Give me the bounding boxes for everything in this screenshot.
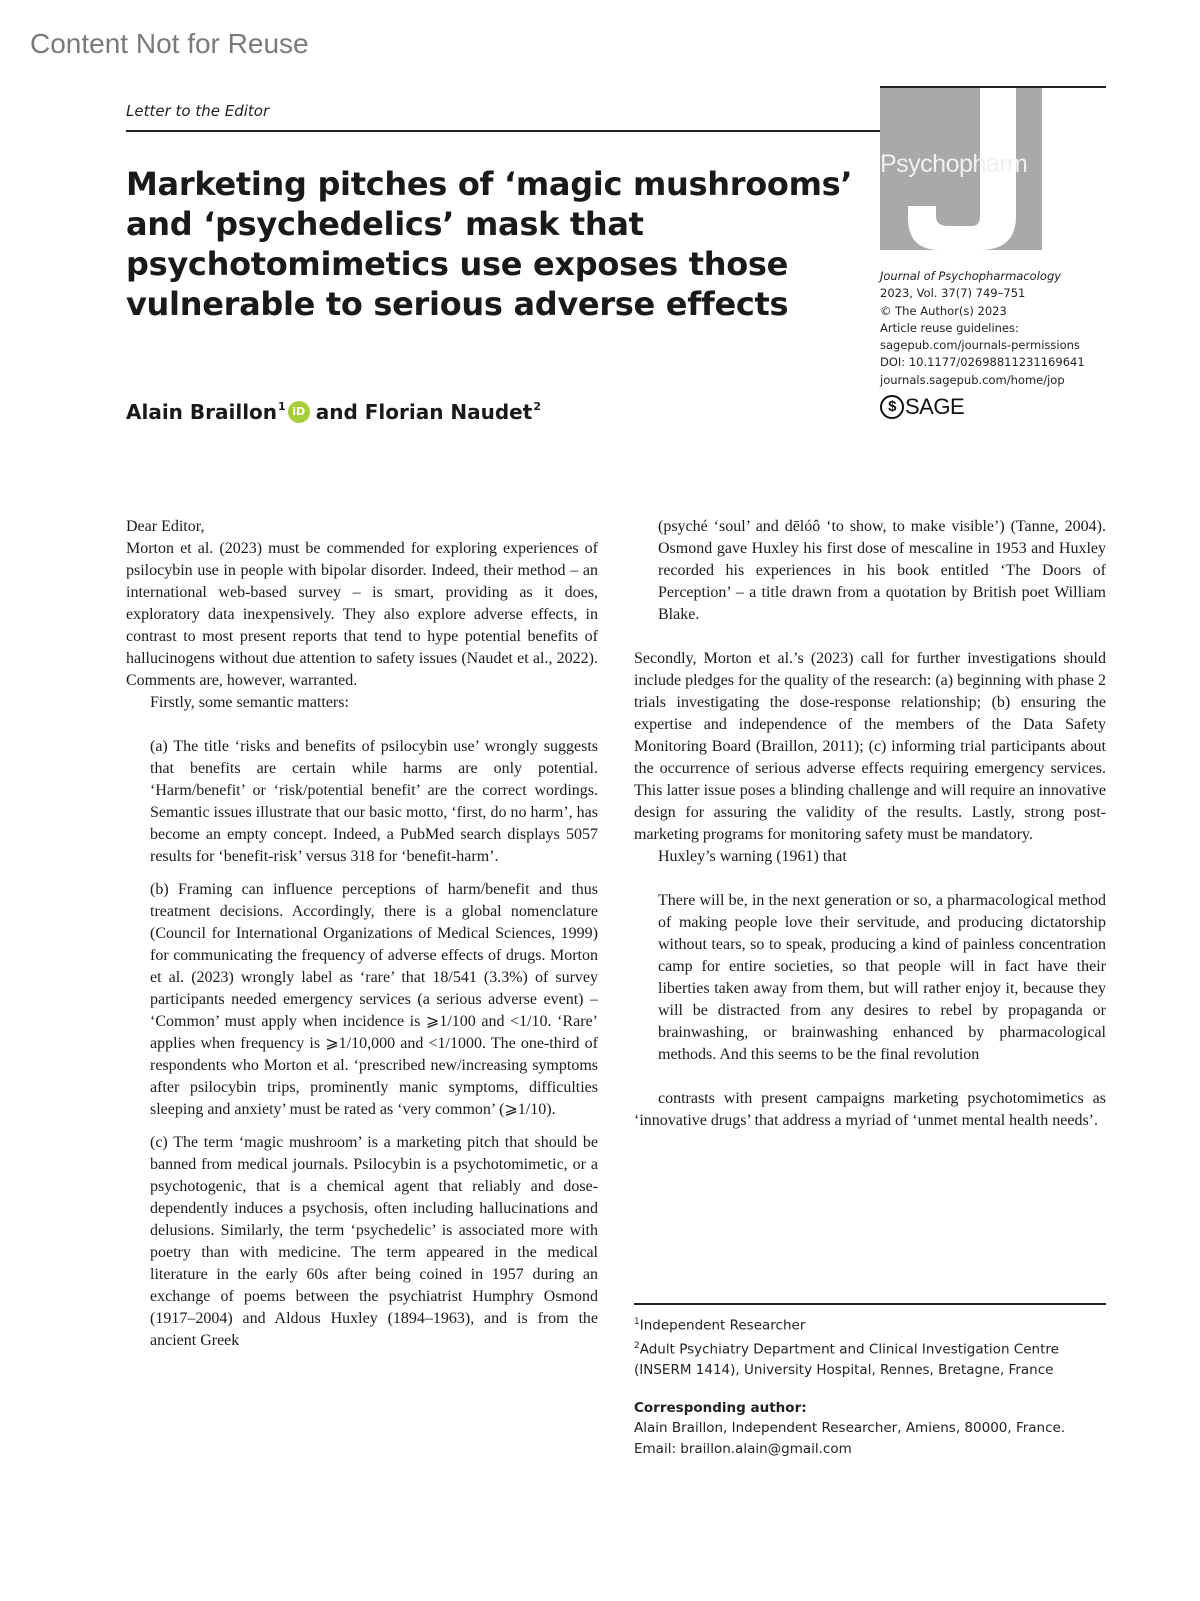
paragraph-semantic: Firstly, some semantic matters:: [150, 694, 349, 711]
logo-text: Psychopharm: [880, 150, 1028, 178]
paragraph-secondly: Secondly, Morton et al.’s (2023) call for further investigations should include pledges for the quality of the research: (a) beginning with phase 2 trials investigating the dose-response relationship; (b) ensuring the expertise and independence of the members of the Data Safety Monitoring Board (Braillon, 2011); (c) informing trial participants about the occurrence of serious adverse effects requiring emergency services. This latter issue poses a blinding challenge and will require an innovative design for assuring the validity of the results. Lastly, strong post-marketing programs for monitoring safety must be mandatory.: [634, 650, 1106, 843]
section-label: Letter to the Editor: [126, 102, 270, 120]
journal-homepage-link[interactable]: journals.sagepub.com/home/jop: [880, 372, 1065, 387]
watermark-text: Content Not for Reuse: [30, 28, 309, 59]
block-quote: There will be, in the next generation or so, a pharmacological method of making people love their servitude, and producing dictatorship without tears, so to speak, producing a kind of painless concentration camp for entire societies, so that people will in fact have their liberties taken away from them, but will rather enjoy it, because they will be distracted from any desires to rebel by propaganda or brainwashing, or brainwashing enhanced by pharmacological methods. And this seems to be the final revolution: [658, 892, 1106, 1063]
affiliation-1-sup: 1: [634, 1317, 640, 1327]
body-column-left: [126, 516, 598, 1352]
journal-copyright: © The Author(s) 2023: [880, 303, 1007, 318]
orcid-icon[interactable]: iD: [288, 401, 310, 423]
journal-name: Journal of Psychopharmacology: [880, 269, 1062, 283]
publisher-name: SAGE: [905, 394, 965, 419]
journal-volume: 2023, Vol. 37(7) 749–751: [880, 286, 1026, 301]
doi-link[interactable]: DOI: 10.1177/02698811231169641: [880, 355, 1085, 370]
affiliation-2-sup: 2: [634, 1341, 640, 1351]
sage-s-icon: $: [880, 395, 904, 419]
list-item-a: (a) The title ‘risks and benefits of psilocybin use’ wrongly suggests that benefits are certain while harms are only potential. ‘Harm/benefit’ or ‘risk/potential benefit’ are the correct wordings. Semantic issues illustrate that our basic motto, ‘first, do no harm’, has become an empty concept. Indeed, a PubMed search displays 5057 results for ‘benefit-risk’ versus 318 for ‘benefit-harm’.: [150, 738, 598, 865]
reuse-label: Article reuse guidelines:: [880, 320, 1019, 335]
author-2: and Florian Naudet: [315, 400, 533, 424]
list-item-c: (c) The term ‘magic mushroom’ is a marketing pitch that should be banned from medical journals. Psilocybin is a psychotomimetic, or a psychotogenic, that is a chemical agent that reliably and dose-dependently induces a psychosis, often including hallucinations and delusions. Similarly, the term ‘psychedelic’ is associated more with poetry than with medicine. The term appeared in the medical literature in the early 60s after being coined in 1957 during an exchange of poems between the psychiatrist Humphry Osmond (1917–2004) and Aldous Huxley (1894–1963), and is from the ancient Greek: [150, 1134, 598, 1349]
journal-meta: [880, 268, 1085, 389]
affiliation-1: [634, 1312, 1106, 1336]
corresponding-author-address: Alain Braillon, Independent Researcher, Amiens, 80000, France.: [634, 1420, 1066, 1436]
author-list: [126, 400, 541, 424]
paragraph-conclusion: contrasts with present campaigns marketing psychotomimetics as ‘innovative drugs’ that address a myriad of ‘unmet mental health needs’.: [634, 1090, 1106, 1129]
author-1-affiliation: 1: [278, 400, 286, 413]
paragraph-intro: Morton et al. (2023) must be commended for exploring experiences of psilocybin use in people with bipolar disorder. Indeed, their method – an international web-based survey – is smart, providing as it does, exploratory data inexpensively. They also explore adverse effects, in contrast to most present reports that tend to hype potential benefits of hallucinogens without due attention to safety issues (Naudet et al., 2022). Comments are, however, warranted.: [126, 540, 598, 689]
list-item-b: (b) Framing can influence perceptions of harm/benefit and thus treatment decisions. Accordingly, there is a global nomenclature (Council for International Organizations of Medical Sciences, 1999) for communicating the frequency of adverse effects of drugs. Morton et al. (2023) wrongly label as ‘rare’ that 18/541 (3.3%) of survey participants needed emergency services (a serious adverse event) – ‘Common’ must apply when incidence is ⩾1/100 and <1/10. ‘Rare’ applies when frequency is ⩾1/10,000 and <1/1000. The one-third of respondents who Morton et al. ‘prescribed new/increasing symptoms after psilocybin trips, prominently manic symptoms, difficulties sleeping and anxiety’ must be rated as ‘very common’ (⩾1/10).: [150, 881, 598, 1118]
affiliation-2-text: Adult Psychiatry Department and Clinical Investigation Centre (INSERM 1414), University Hospital, Rennes, Bretagne, France: [634, 1341, 1059, 1378]
affiliation-2: [634, 1336, 1106, 1381]
header-rule: [126, 130, 880, 132]
publisher-logo: [880, 394, 964, 420]
paragraph-huxley: Huxley’s warning (1961) that: [658, 848, 847, 865]
list-item-c-continued: (psyché ‘soul’ and dēlóô ‘to show, to make visible’) (Tanne, 2004). Osmond gave Huxley his first dose of mescaline in 1953 and Huxley recorded his experiences in his book entitled ‘The Doors of Perception’ – a title drawn from a quotation by British poet William Blake.: [658, 518, 1106, 623]
footnote-rule: [634, 1303, 1106, 1305]
salutation: Dear Editor,: [126, 518, 205, 535]
article-title: Marketing pitches of ‘magic mushrooms’ and ‘psychedelics’ mask that psychotomimetics use exposes those vulnerable to serious adverse effects: [126, 165, 853, 323]
footnotes: [634, 1312, 1106, 1459]
author-1: Alain Braillon: [126, 400, 278, 424]
corresponding-author-email[interactable]: Email: braillon.alain@gmail.com: [634, 1440, 852, 1457]
body-column-right: [634, 516, 1106, 1132]
author-2-affiliation: 2: [533, 400, 541, 413]
reuse-link[interactable]: sagepub.com/journals-permissions: [880, 338, 1080, 353]
affiliation-1-text: Independent Researcher: [639, 1317, 806, 1334]
corresponding-author-label: Corresponding author:: [634, 1399, 807, 1416]
journal-logo: [880, 88, 1042, 250]
